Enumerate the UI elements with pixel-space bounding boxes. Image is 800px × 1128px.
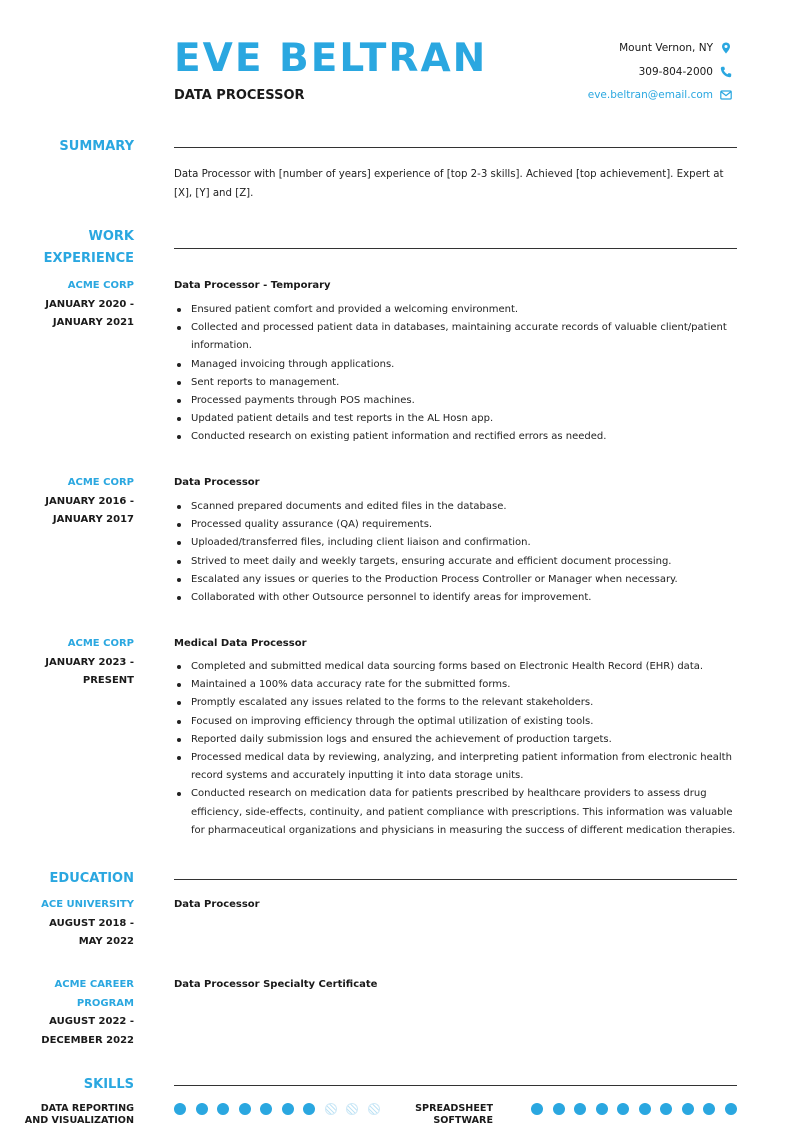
skill-1-label-line1: DATA REPORTING [40,1103,134,1114]
education-1-meta [41,896,134,952]
education-1-date-start: AUGUST 2018 - [49,917,134,929]
rating-dot-filled [660,1103,672,1115]
job-3-meta [45,635,134,691]
skills-divider [174,1085,737,1086]
list-item: Collaborated with other Outsource personnel to identify areas for improvement. [174,589,739,607]
education-heading: EDUCATION [49,871,134,886]
job-1-date-end: JANUARY 2021 [52,317,134,328]
education-2-meta [41,976,134,1050]
list-item: Completed and submitted medical data sourcing forms based on Electronic Health Record (EHR) data. [174,658,739,676]
rating-dot-empty [368,1103,380,1115]
experience-heading [44,226,134,270]
skill-2-label-line2: SOFTWARE [433,1115,493,1126]
rating-dot-filled [239,1103,251,1115]
list-item: Sent reports to management. [174,374,739,392]
education-2-school-line2: PROGRAM [76,997,134,1009]
list-item: Conducted research on medication data for patients prescribed by healthcare providers to assess drug efficiency, side-effects, continuity, and patient compliance with prescriptions. This information was valuable for pharmaceutical organizations and physicians in measuring the success of different medication therapies. [174,785,739,840]
job-title: DATA PROCESSOR [174,88,305,103]
education-1-degree: Data Processor [174,899,260,910]
skills-heading: SKILLS [83,1077,134,1092]
job-2-meta [45,474,134,530]
rating-dot-filled [174,1103,186,1115]
job-2-date-start: JANUARY 2016 - [45,495,134,507]
rating-dot-filled [303,1103,315,1115]
experience-heading-line1: WORK [88,229,134,244]
experience-divider [174,248,737,249]
rating-dot-empty [346,1103,358,1115]
list-item: Uploaded/transferred files, including client liaison and confirmation. [174,534,739,552]
skill-2-rating [531,1103,737,1115]
list-item: Focused on improving efficiency through the optimal utilization of existing tools. [174,713,739,731]
rating-dot-filled [260,1103,272,1115]
education-2-school-line1: ACME CAREER [54,979,134,990]
list-item: Scanned prepared documents and edited files in the database. [174,498,739,516]
education-divider [174,879,737,880]
rating-dot-filled [639,1103,651,1115]
contact-location [619,42,732,54]
contact-email[interactable] [588,89,732,101]
map-pin-icon [720,42,732,54]
education-1-school: ACE UNIVERSITY [41,899,134,910]
list-item: Promptly escalated any issues related to the forms to the relevant stakeholders. [174,694,739,712]
education-2-date-end: DECEMBER 2022 [41,1034,134,1046]
experience-heading-line2: EXPERIENCE [43,251,134,266]
rating-dot-filled [725,1103,737,1115]
summary-heading: SUMMARY [59,139,134,154]
list-item: Reported daily submission logs and ensured the achievement of production targets. [174,731,739,749]
list-item: Ensured patient comfort and provided a welcoming environment. [174,301,739,319]
job-3-role: Medical Data Processor [174,638,307,649]
list-item: Processed medical data by reviewing, analyzing, and interpreting patient information from electronic health record systems and accurately inputting it into data storage units. [174,749,739,785]
list-item: Collected and processed patient data in databases, maintaining accurate records of valuable client/patient information. [174,319,739,355]
job-3-date-end: PRESENT [82,675,134,686]
envelope-icon [720,89,732,101]
job-3-company: ACME CORP [67,638,134,649]
phone-icon [720,66,732,78]
job-3-bullets [174,658,739,840]
job-2-role: Data Processor [174,477,260,488]
list-item: Updated patient details and test reports in the AL Hosn app. [174,410,739,428]
education-2-degree: Data Processor Specialty Certificate [174,979,378,990]
rating-dot-filled [553,1103,565,1115]
skill-2-label [415,1103,493,1127]
rating-dot-filled [574,1103,586,1115]
rating-dot-filled [703,1103,715,1115]
rating-dot-filled [196,1103,208,1115]
education-2-date-start: AUGUST 2022 - [49,1016,134,1027]
rating-dot-filled [682,1103,694,1115]
job-1-meta [45,277,134,333]
list-item: Processed quality assurance (QA) requirements. [174,516,739,534]
job-1-date-start: JANUARY 2020 - [45,298,134,310]
job-1-company: ACME CORP [67,280,134,291]
rating-dot-empty [325,1103,337,1115]
skill-1-rating [174,1103,380,1115]
job-2-date-end: JANUARY 2017 [52,514,134,525]
education-1-date-end: MAY 2022 [78,936,134,947]
skill-2-label-line1: SPREADSHEET [415,1103,493,1114]
list-item: Maintained a 100% data accuracy rate for the submitted forms. [174,676,739,694]
rating-dot-filled [282,1103,294,1115]
rating-dot-filled [596,1103,608,1115]
skill-1-label-line2: AND VISUALIZATION [24,1115,134,1126]
list-item: Escalated any issues or queries to the Production Process Controller or Manager when necessary. [174,571,739,589]
list-item: Conducted research on existing patient information and rectified errors as needed. [174,428,739,446]
list-item: Managed invoicing through applications. [174,356,739,374]
rating-dot-filled [217,1103,229,1115]
email-link[interactable]: eve.beltran@email.com [587,89,713,101]
summary-divider [174,147,737,148]
job-2-bullets [174,498,739,607]
job-3-date-start: JANUARY 2023 - [45,656,134,668]
list-item: Processed payments through POS machines. [174,392,739,410]
summary-text: Data Processor with [number of years] experience of [top 2-3 skills]. Achieved [top achievement]. Expert at [X], [Y] and [Z]. [174,169,724,199]
job-2-company: ACME CORP [67,477,134,488]
location-text: Mount Vernon, NY [619,42,713,54]
rating-dot-filled [531,1103,543,1115]
skill-1-label [25,1103,134,1127]
contact-phone [639,66,732,78]
job-1-role: Data Processor - Temporary [174,280,331,291]
candidate-name: EVE BELTRAN [174,36,488,81]
list-item: Strived to meet daily and weekly targets, ensuring accurate and efficient document processing. [174,553,739,571]
phone-text: 309-804-2000 [638,66,713,78]
job-1-bullets [174,301,739,447]
rating-dot-filled [617,1103,629,1115]
